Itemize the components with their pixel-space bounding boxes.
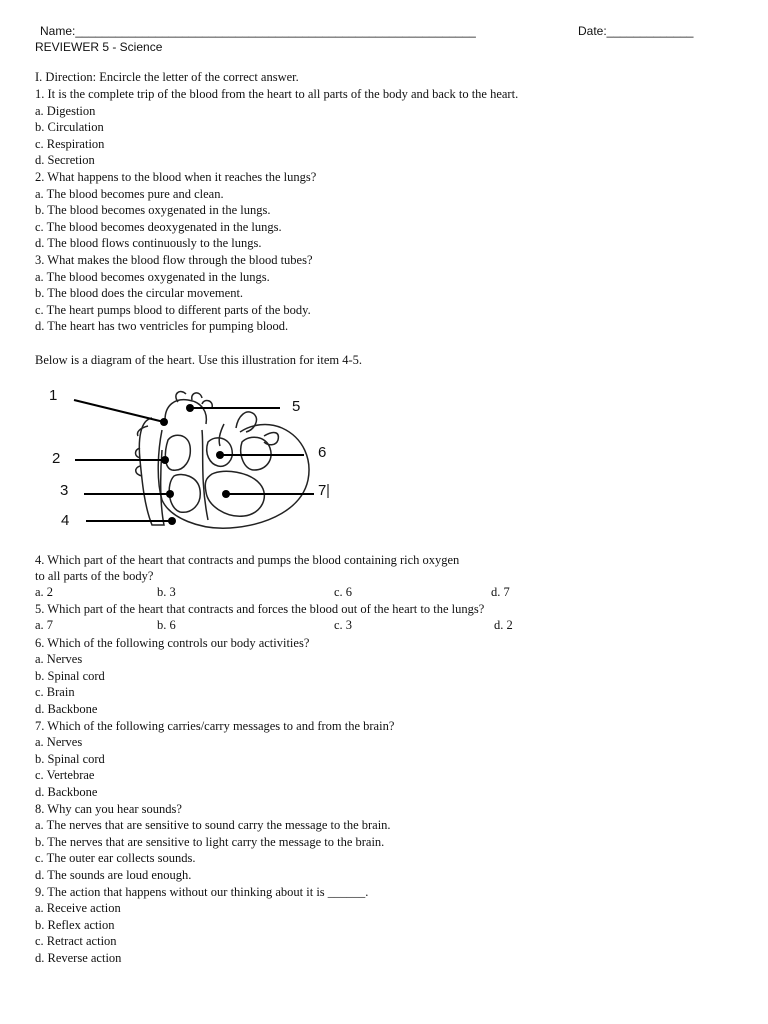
diagram-label-6: 6 bbox=[318, 444, 327, 461]
pointer-dot-7 bbox=[222, 490, 230, 498]
date-field-label[interactable]: Date:_____________ bbox=[578, 24, 694, 38]
q3-option-b[interactable]: b. The blood does the circular movement. bbox=[35, 286, 244, 300]
pointer-dot-2 bbox=[161, 456, 169, 464]
q4-options-row bbox=[35, 585, 535, 601]
diagram-label-1: 1 bbox=[49, 387, 58, 404]
q6-option-b[interactable]: b. Spinal cord bbox=[35, 669, 105, 683]
q2-option-b[interactable]: b. The blood becomes oxygenated in the lungs. bbox=[35, 203, 271, 217]
q4-option-c[interactable]: c. 6 bbox=[334, 585, 353, 599]
question-9: 9. The action that happens without our thinking about it is ______. bbox=[35, 885, 369, 899]
diagram-intro: Below is a diagram of the heart. Use this illustration for item 4-5. bbox=[35, 353, 363, 367]
q6-option-c[interactable]: c. Brain bbox=[35, 685, 75, 699]
q8-option-d[interactable]: d. The sounds are loud enough. bbox=[35, 868, 192, 882]
q1-option-a[interactable]: a. Digestion bbox=[35, 104, 96, 118]
q1-option-c[interactable]: c. Respiration bbox=[35, 137, 105, 151]
q1-option-b[interactable]: b. Circulation bbox=[35, 120, 104, 134]
q4-option-b[interactable]: b. 3 bbox=[157, 585, 176, 599]
q7-option-d[interactable]: d. Backbone bbox=[35, 785, 98, 799]
question-1: 1. It is the complete trip of the blood from the heart to all parts of the body and back to the heart. bbox=[35, 87, 519, 101]
q6-option-d[interactable]: d. Backbone bbox=[35, 702, 98, 716]
q5-option-d[interactable]: d. 2 bbox=[494, 618, 513, 632]
question-4-line-2: to all parts of the body? bbox=[35, 569, 154, 583]
question-5: 5. Which part of the heart that contracts and forces the blood out of the heart to the lungs? bbox=[35, 602, 485, 616]
pointer-dot-6 bbox=[216, 451, 224, 459]
question-3: 3. What makes the blood flow through the blood tubes? bbox=[35, 253, 313, 267]
q5-options-row bbox=[35, 618, 535, 634]
q2-option-d[interactable]: d. The blood flows continuously to the lungs. bbox=[35, 236, 262, 250]
q9-option-a[interactable]: a. Receive action bbox=[35, 901, 121, 915]
q4-option-d[interactable]: d. 7 bbox=[491, 585, 510, 599]
q4-option-a[interactable]: a. 2 bbox=[35, 585, 54, 599]
diagram-label-2: 2 bbox=[52, 450, 61, 467]
q5-option-c[interactable]: c. 3 bbox=[334, 618, 353, 632]
q7-option-a[interactable]: a. Nerves bbox=[35, 735, 83, 749]
q9-option-d[interactable]: d. Reverse action bbox=[35, 951, 122, 965]
q3-option-c[interactable]: c. The heart pumps blood to different parts of the body. bbox=[35, 303, 311, 317]
q5-option-b[interactable]: b. 6 bbox=[157, 618, 176, 632]
diagram-label-7: 7 bbox=[318, 482, 327, 499]
question-6: 6. Which of the following controls our body activities? bbox=[35, 636, 310, 650]
pointer-dot-4 bbox=[168, 517, 176, 525]
heart-illustration bbox=[40, 380, 360, 540]
q5-option-a[interactable]: a. 7 bbox=[35, 618, 54, 632]
q8-option-b[interactable]: b. The nerves that are sensitive to light carry the message to the brain. bbox=[35, 835, 385, 849]
q3-option-d[interactable]: d. The heart has two ventricles for pumping blood. bbox=[35, 319, 289, 333]
q9-option-b[interactable]: b. Reflex action bbox=[35, 918, 115, 932]
diagram-label-4: 4 bbox=[61, 512, 70, 529]
question-8: 8. Why can you hear sounds? bbox=[35, 802, 182, 816]
q2-option-a[interactable]: a. The blood becomes pure and clean. bbox=[35, 187, 224, 201]
pointer-dot-1 bbox=[160, 418, 168, 426]
q7-option-c[interactable]: c. Vertebrae bbox=[35, 768, 95, 782]
name-field-label[interactable]: Name:____________________________________________________________ bbox=[40, 24, 476, 38]
heart-diagram bbox=[40, 380, 360, 540]
q9-option-c[interactable]: c. Retract action bbox=[35, 934, 117, 948]
worksheet-title: REVIEWER 5 - Science bbox=[35, 40, 163, 54]
diagram-label-3: 3 bbox=[60, 482, 69, 499]
question-4-line-1: 4. Which part of the heart that contracts and pumps the blood containing rich oxygen bbox=[35, 553, 460, 567]
question-7: 7. Which of the following carries/carry messages to and from the brain? bbox=[35, 719, 395, 733]
q2-option-c[interactable]: c. The blood becomes deoxygenated in the lungs. bbox=[35, 220, 282, 234]
pointer-dot-5 bbox=[186, 404, 194, 412]
q3-option-a[interactable]: a. The blood becomes oxygenated in the lungs. bbox=[35, 270, 270, 284]
q6-option-a[interactable]: a. Nerves bbox=[35, 652, 83, 666]
q1-option-d[interactable]: d. Secretion bbox=[35, 153, 95, 167]
question-2: 2. What happens to the blood when it reaches the lungs? bbox=[35, 170, 317, 184]
pointer-dot-3 bbox=[166, 490, 174, 498]
direction-text: I. Direction: Encircle the letter of the correct answer. bbox=[35, 70, 299, 84]
diagram-label-5: 5 bbox=[292, 398, 301, 415]
q7-option-b[interactable]: b. Spinal cord bbox=[35, 752, 105, 766]
q8-option-c[interactable]: c. The outer ear collects sounds. bbox=[35, 851, 196, 865]
q8-option-a[interactable]: a. The nerves that are sensitive to sound carry the message to the brain. bbox=[35, 818, 391, 832]
